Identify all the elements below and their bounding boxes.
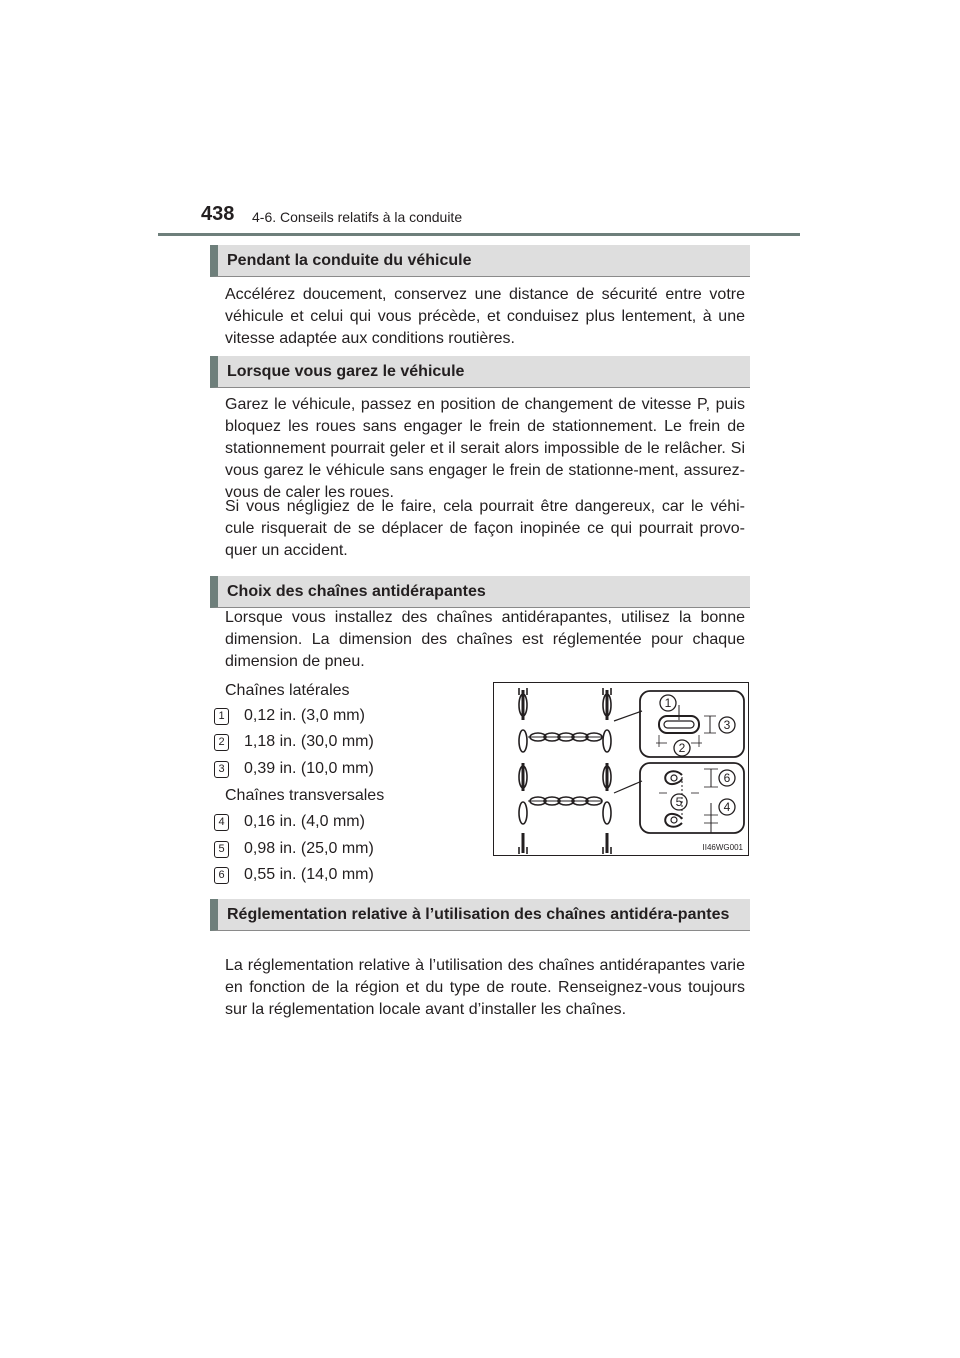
section-heading-driving: Pendant la conduite du véhicule <box>210 245 750 277</box>
spec-row <box>214 706 365 726</box>
figure-callout-6: 6 <box>723 771 731 785</box>
spec-row <box>214 759 374 779</box>
cross-chain-upper <box>528 733 602 741</box>
figure-callout-1: 1 <box>664 696 672 710</box>
page-number: 438 <box>201 203 235 225</box>
spec-row <box>214 812 365 832</box>
figure-callout-2: 2 <box>678 741 686 755</box>
spec-value: 1,18 in. (30,0 mm) <box>244 733 374 750</box>
spec-number-badge: 1 <box>214 708 229 725</box>
cross-chain-lower <box>528 797 602 805</box>
side-chain-left <box>519 688 527 854</box>
spec-value: 0,16 in. (4,0 mm) <box>244 813 365 830</box>
section-heading-chains: Choix des chaînes antidérapantes <box>210 576 750 608</box>
cross-chains-label: Chaînes transversales <box>225 787 385 804</box>
section-heading-parking: Lorsque vous garez le véhicule <box>210 356 750 388</box>
chains-paragraph: Lorsque vous installez des chaînes antidérapantes, utilisez la bonne dimension. La dimension des chaînes est réglementée pour chaque dimension de pneu. <box>225 609 745 670</box>
spec-number-badge: 6 <box>214 867 229 884</box>
spec-row <box>214 839 374 859</box>
section-heading-regulations: Réglementation relative à l’utilisation des chaînes antidéra-pantes <box>210 899 750 931</box>
spec-number-badge: 5 <box>214 841 229 858</box>
spec-number-badge: 2 <box>214 734 229 751</box>
spec-value: 0,98 in. (25,0 mm) <box>244 840 374 857</box>
spec-row <box>214 732 374 752</box>
spec-value: 0,12 in. (3,0 mm) <box>244 707 365 724</box>
regulations-paragraph: La réglementation relative à l’utilisation des chaînes antidérapantes varie en fonction de la région et du type de route. Renseignez-vous toujours sur la réglementation locale avant d’installer les chaînes. <box>225 957 745 1018</box>
side-chain-right <box>603 688 611 854</box>
figure-callout-5: 5 <box>675 795 683 809</box>
chapter-title: 4-6. Conseils relatifs à la conduite <box>252 209 463 225</box>
spec-value: 0,55 in. (14,0 mm) <box>244 866 374 883</box>
snow-chain-figure <box>493 682 749 856</box>
snow-chain-illustration <box>494 683 750 857</box>
driving-paragraph: Accélérez doucement, conservez une distance de sécurité entre votre véhicule et celui qui vous précède, et conduisez plus lentement, à une vitesse adaptée aux conditions routières. <box>225 286 745 347</box>
figure-code: II46WG001 <box>702 843 743 852</box>
spec-value: 0,39 in. (10,0 mm) <box>244 760 374 777</box>
figure-callout-3: 3 <box>723 718 731 732</box>
spec-number-badge: 3 <box>214 761 229 778</box>
figure-callout-4: 4 <box>723 800 731 814</box>
header-rule <box>158 233 800 236</box>
parking-warning-paragraph: Si vous négligiez de le faire, cela pourrait être dangereux, car le véhi-cule risquerait de se déplacer de façon inopinée ce qui pourrait provo-quer un accident. <box>225 498 745 559</box>
side-chains-label: Chaînes latérales <box>225 682 350 699</box>
spec-row <box>214 865 374 885</box>
spec-number-badge: 4 <box>214 814 229 831</box>
parking-paragraph: Garez le véhicule, passez en position de changement de vitesse P, puis bloquez les roues sans engager le frein de stationnement. Le frein de stationnement pourrait geler et il serait alors impossible de le relâcher. Si vous garez le véhicule sans engager le frein de stationne-ment, assurez-vous de caler les roues. <box>225 396 745 501</box>
